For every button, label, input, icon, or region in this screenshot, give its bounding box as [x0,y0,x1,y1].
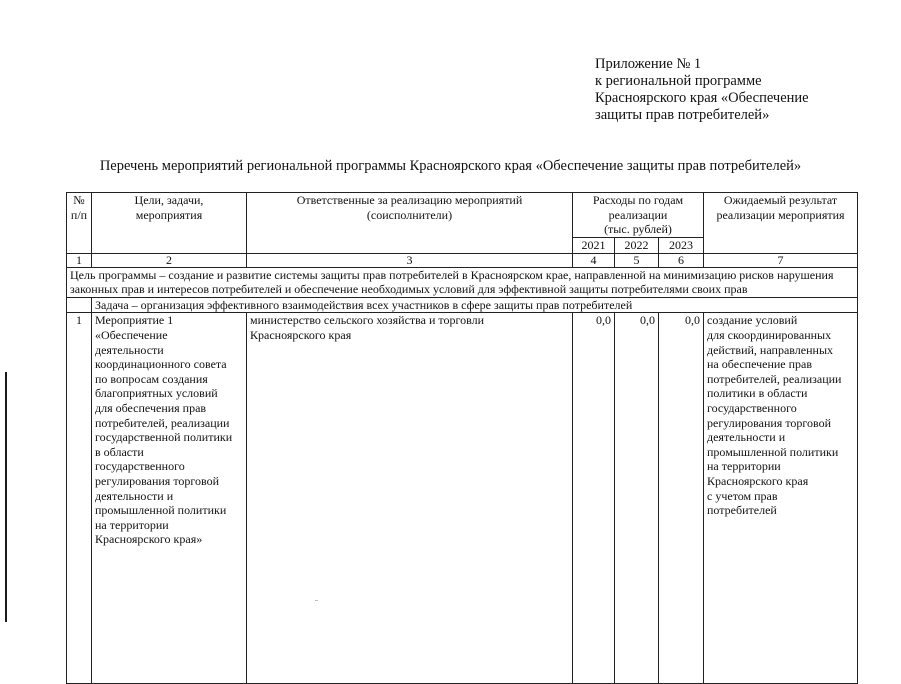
expense-2022: 0,0 [615,313,659,684]
result-line: государственного [707,400,797,415]
appendix-line: Красноярского края «Обеспечение [595,90,809,106]
result-line: с учетом прав [707,488,778,503]
header-num: № п/п [67,193,92,254]
column-number: 2 [92,253,247,267]
measure-line: деятельности [95,342,164,357]
task-empty-cell [67,297,92,313]
measure-line: Мероприятие 1 [95,313,174,328]
task-row [67,297,858,313]
measure-cell [92,313,247,684]
result-line: Красноярского края [707,473,809,488]
measure-line: на территории [95,517,169,532]
result-line: деятельности и [707,430,786,445]
expense-2021: 0,0 [573,313,615,684]
program-task: Задача – организация эффективного взаимодействия всех участников в сфере защиты прав потребителей [92,297,858,313]
result-line: политики в области [707,386,808,401]
result-line: на территории [707,459,781,474]
result-line: потребителей, реализации [707,371,842,386]
measure-line: в области [95,444,144,459]
measure-line: координационного совета [95,357,227,372]
result-line: потребителей [707,503,777,518]
column-number: 6 [659,253,704,267]
measure-line: регулирования торговой [95,473,220,488]
header-year-2021: 2021 [573,238,615,254]
measure-line: Красноярского края» [95,532,203,547]
goal-row [67,267,858,297]
table-row [67,313,858,684]
header-expenses: Расходы по годам реализации (тыс. рублей) [573,193,704,238]
column-number: 7 [704,253,858,267]
responsible-line: министерство сельского хозяйства и торговли [250,313,485,328]
measure-line: для обеспечения прав [95,400,207,415]
result-line: создание условий [707,313,798,328]
measure-line: государственного [95,459,185,474]
header-row [67,193,858,238]
header-result: Ожидаемый результат реализации мероприятия [704,193,858,254]
header-year-2022: 2022 [615,238,659,254]
scan-speck [315,600,318,601]
result-line: регулирования торговой [707,415,832,430]
column-numbers-row [67,253,858,267]
measure-line: благоприятных условий [95,386,218,401]
expense-2023: 0,0 [659,313,704,684]
responsible-cell [247,313,573,684]
column-number: 4 [573,253,615,267]
column-number: 5 [615,253,659,267]
measure-line: государственной политики [95,430,233,445]
measures-table [66,192,858,684]
scan-margin-line [5,372,7,622]
column-number: 1 [67,253,92,267]
result-line: для скоординированных [707,327,832,342]
row-number: 1 [67,313,92,684]
result-line: промышленной политики [707,444,839,459]
appendix-line: Приложение № 1 [595,56,702,72]
result-cell [704,313,858,684]
appendix-line: защиты прав потребителей» [595,107,770,123]
measure-line: «Обеспечение [95,327,168,342]
appendix-line: к региональной программе [595,73,762,89]
header-year-2023: 2023 [659,238,704,254]
measure-line: промышленной политики [95,503,227,518]
header-goals: Цели, задачи, мероприятия [92,193,247,254]
appendix-heading [595,56,809,124]
measure-line: потребителей, реализации [95,415,230,430]
header-responsible: Ответственные за реализацию мероприятий (соисполнители) [247,193,573,254]
program-goal: Цель программы – создание и развитие системы защиты прав потребителей в Красноярском крае, направленной на минимизацию рисков нарушения законных прав и интересов потребителей и обеспечение необходимых условий для эффективной защиты потребителями своих прав [67,267,858,297]
result-line: на обеспечение прав [707,357,813,372]
measure-line: по вопросам создания [95,371,208,386]
column-number: 3 [247,253,573,267]
document-title: Перечень мероприятий региональной программы Красноярского края «Обеспечение защиты прав потребителей» [99,158,802,174]
result-line: действий, направленных [707,342,833,357]
measure-line: деятельности и [95,488,174,503]
responsible-line: Красноярского края [250,327,352,342]
